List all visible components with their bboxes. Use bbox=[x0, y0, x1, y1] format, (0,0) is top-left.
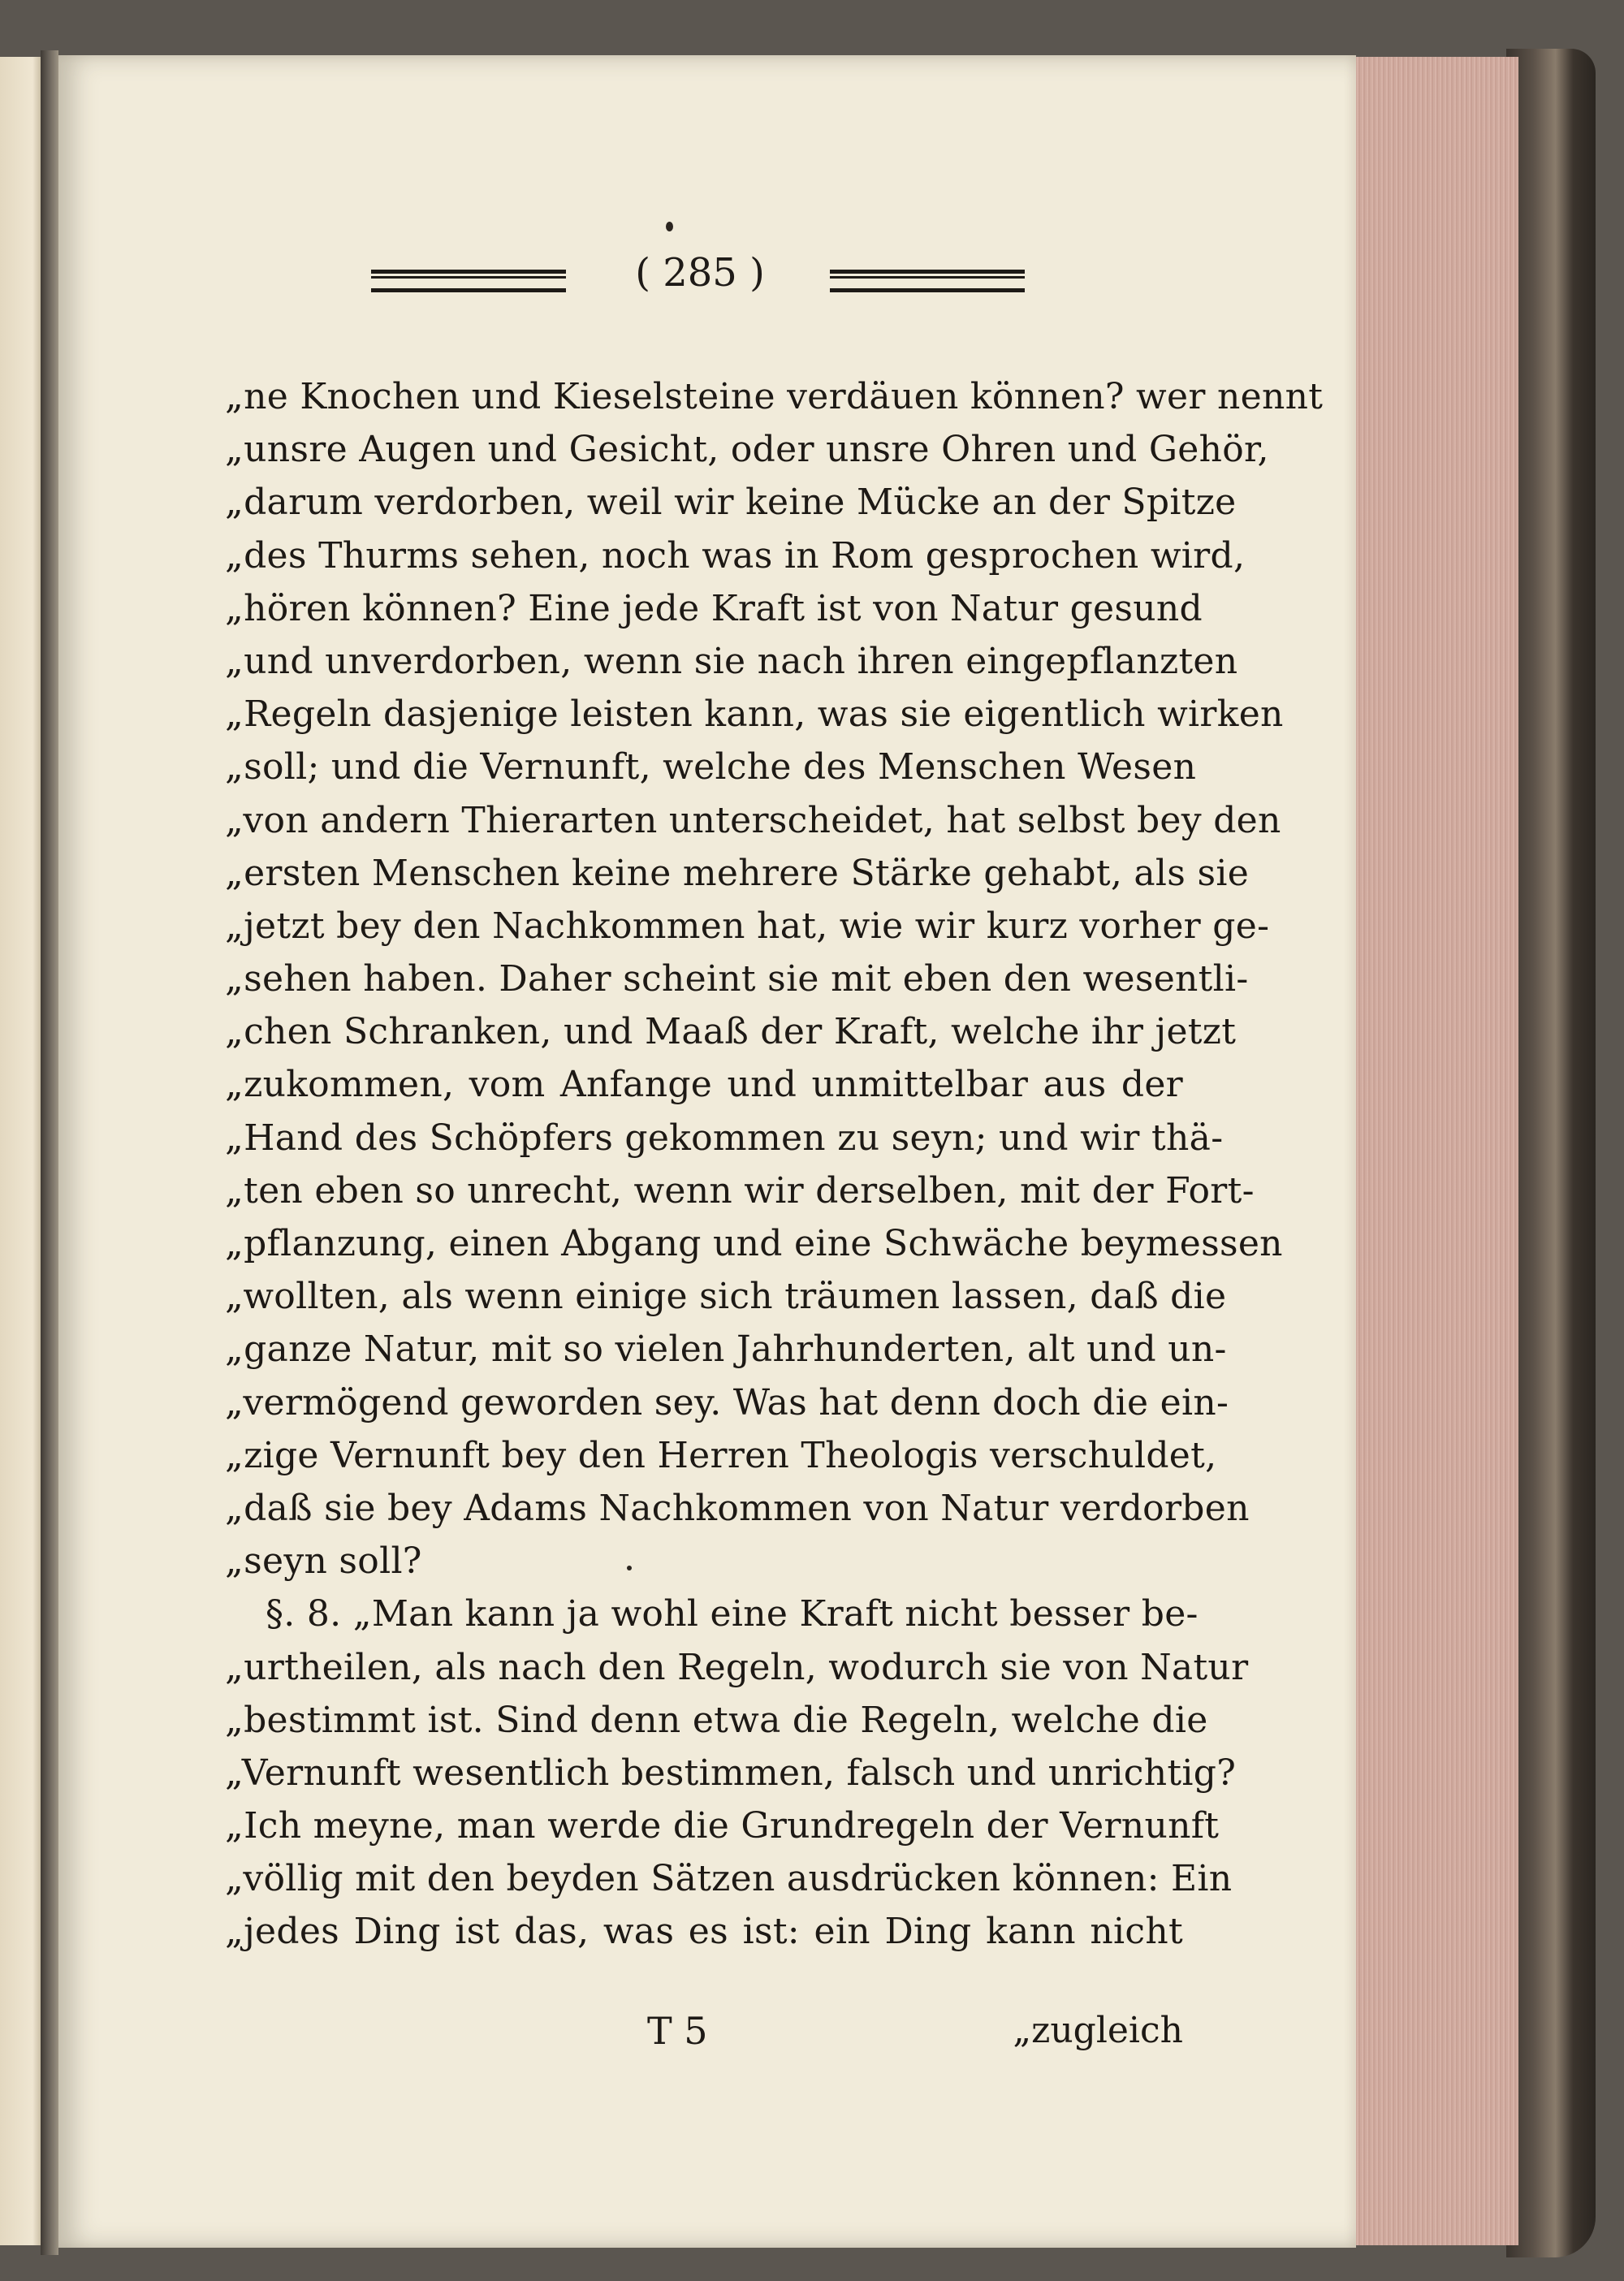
text-line: „Vernunft wesentlich bestimmen, falsch und unrichtig? bbox=[225, 1752, 1237, 1794]
text-line: „Regeln dasjenige leisten kann, was sie eigentlich wirken bbox=[225, 693, 1284, 736]
text-line: „ne Knochen und Kieselsteine verdäuen können? wer nennt bbox=[225, 376, 1324, 417]
text-line: „ten eben so unrecht, wenn wir derselben, mit der Fort- bbox=[225, 1169, 1255, 1212]
text-line: „zige Vernunft bey den Herren Theologis verschuldet, bbox=[225, 1434, 1217, 1476]
page-header bbox=[310, 250, 1041, 299]
page-block-edges bbox=[1354, 57, 1518, 2245]
text-line: „daß sie bey Adams Nachkommen von Natur verdorben bbox=[225, 1487, 1250, 1529]
text-line: „von andern Thierarten unterscheidet, hat selbst bey den bbox=[225, 799, 1281, 841]
header-rule-right bbox=[830, 270, 1025, 292]
ink-speck bbox=[666, 222, 673, 231]
text-line: „jedes Ding ist das, was es ist: ein Ding kann nicht bbox=[225, 1911, 1183, 1953]
text-line: „chen Schranken, und Maaß der Kraft, welche ihr jetzt bbox=[225, 1011, 1237, 1053]
text-line: „bestimmt ist. Sind denn etwa die Regeln, welche die bbox=[225, 1699, 1208, 1741]
text-line: „ersten Menschen keine mehrere Stärke gehabt, als sie bbox=[225, 852, 1250, 894]
text-line: „darum verdorben, weil wir keine Mücke an der Spitze bbox=[225, 482, 1237, 524]
catchword: „zugleich bbox=[1013, 2010, 1183, 2051]
text-line: „zukommen, vom Anfange und unmittelbar aus der bbox=[225, 1064, 1183, 1106]
text-line: „völlig mit den beyden Sätzen ausdrücken können: Ein bbox=[225, 1858, 1233, 1900]
text-line: „und unverdorben, wenn sie nach ihren eingepflanzten bbox=[225, 640, 1238, 682]
book-page bbox=[58, 55, 1356, 2248]
body-text bbox=[225, 370, 1324, 1959]
text-line: „vermögend geworden sey. Was hat denn doch die ein- bbox=[225, 1381, 1229, 1423]
text-line: „wollten, als wenn einige sich träumen lassen, daß die bbox=[225, 1276, 1227, 1318]
page-footer bbox=[225, 2002, 1183, 2059]
header-rule-left bbox=[371, 270, 566, 292]
text-line: „seyn soll? bbox=[225, 1540, 422, 1583]
text-line: „Hand des Schöpfers gekommen zu seyn; und wir thä- bbox=[225, 1117, 1224, 1159]
book-gutter bbox=[41, 50, 58, 2255]
page-number: ( 285 ) bbox=[635, 250, 765, 296]
text-line: „soll; und die Vernunft, welche des Menschen Wesen bbox=[225, 746, 1197, 788]
previous-page-edge bbox=[0, 57, 42, 2245]
text-line: „sehen haben. Daher scheint sie mit eben den wesentli- bbox=[225, 958, 1249, 1000]
text-line: „jetzt bey den Nachkommen hat, wie wir kurz vorher ge- bbox=[225, 905, 1270, 947]
book-cover-edge bbox=[1506, 49, 1596, 2257]
section-start-line: §. 8. „Man kann ja wohl eine Kraft nicht besser be- bbox=[266, 1593, 1199, 1635]
text-line: „des Thurms sehen, noch was in Rom gesprochen wird, bbox=[225, 534, 1246, 577]
text-line: „pflanzung, einen Abgang und eine Schwäche beymessen bbox=[225, 1223, 1283, 1264]
signature-mark: T 5 bbox=[647, 2009, 708, 2053]
text-line: „Ich meyne, man werde die Grundregeln der Vernunft bbox=[225, 1805, 1220, 1847]
text-line: „ganze Natur, mit so vielen Jahrhunderten, alt und un- bbox=[225, 1328, 1227, 1371]
text-line: „urtheilen, als nach den Regeln, wodurch sie von Natur bbox=[225, 1646, 1249, 1688]
text-line: „hören können? Eine jede Kraft ist von Natur gesund bbox=[225, 587, 1203, 629]
text-line: „unsre Augen und Gesicht, oder unsre Ohren und Gehör, bbox=[225, 429, 1269, 471]
